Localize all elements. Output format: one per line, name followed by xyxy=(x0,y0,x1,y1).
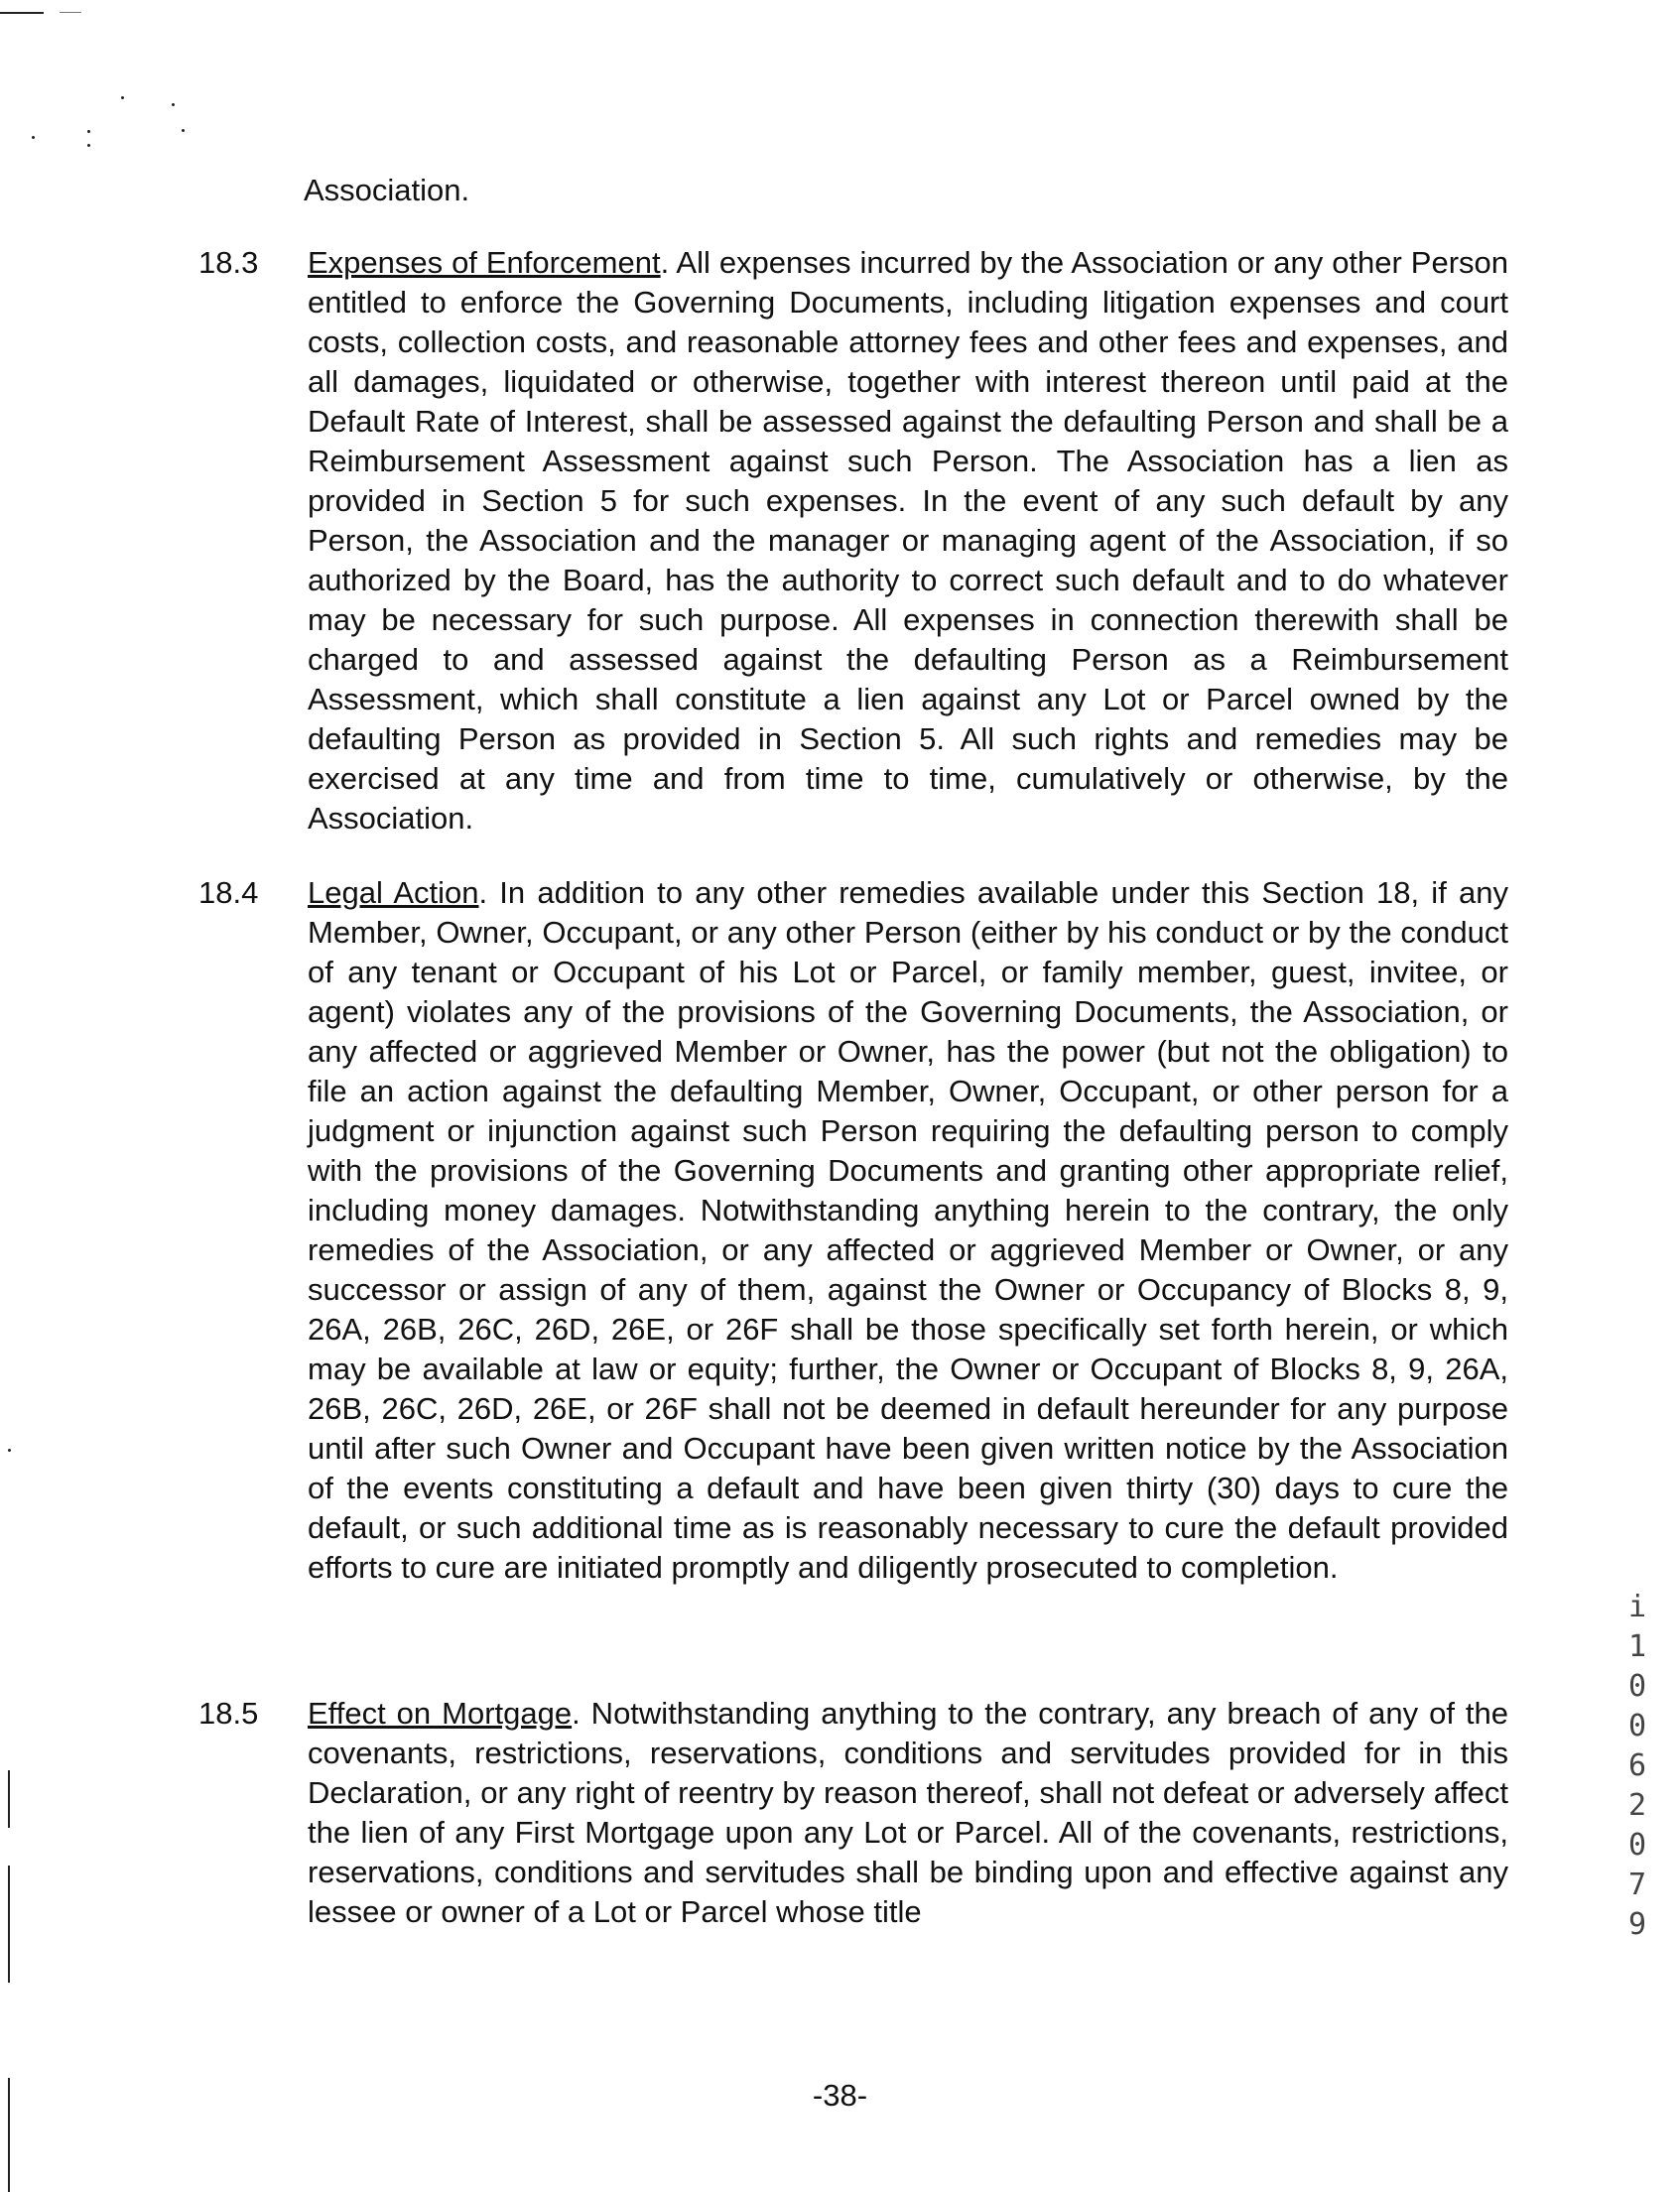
margin-stamp-bottom xyxy=(1623,1786,1651,1945)
section-18-5 xyxy=(198,1694,1508,1932)
scan-edge-line xyxy=(8,1770,10,1828)
section-body xyxy=(308,873,1508,1588)
stamp-digit: 2 xyxy=(1627,1788,1647,1823)
stamp-digit: 7 xyxy=(1627,1868,1647,1902)
section-18-3 xyxy=(198,243,1508,838)
stamp-digit: 0 xyxy=(1627,1828,1647,1863)
scan-speck xyxy=(121,96,124,99)
section-number: 18.3 xyxy=(198,245,259,280)
section-18-4 xyxy=(198,873,1508,1588)
stamp-digit: 6 xyxy=(1627,1748,1647,1783)
section-number: 18.5 xyxy=(198,1696,259,1731)
section-body xyxy=(308,1694,1508,1932)
stamp-digit: 1 xyxy=(1627,1629,1647,1664)
continuation-text: Association. xyxy=(304,173,470,207)
stamp-digit: i xyxy=(1627,1590,1647,1624)
margin-stamp-top xyxy=(1623,1588,1651,1786)
section-heading: Effect on Mortgage xyxy=(308,1696,573,1731)
scan-speck xyxy=(182,129,185,132)
section-text: . Notwithstanding anything to the contrary, any breach of any of the covenants, restrictions, reservations, conditions and servitudes provided for in this Declaration, or any right of reentry by reason thereof, shall not defeat or adversely affect the lien of any First Mortgage upon any Lot or Parcel. All of the covenants, restrictions, reservations, conditions and servitudes shall be binding upon and effective against any lessee or owner of a Lot or Parcel whose title xyxy=(308,1696,1508,1929)
scan-edge-line xyxy=(8,1866,10,1983)
scan-speck xyxy=(32,136,35,139)
stamp-digit: 0 xyxy=(1627,1669,1647,1704)
section-heading: Expenses of Enforcement xyxy=(308,245,661,280)
scan-mark xyxy=(0,12,44,14)
scan-speck xyxy=(172,103,175,106)
stamp-digit: 9 xyxy=(1627,1907,1647,1942)
section-body xyxy=(308,243,1508,838)
stamp-digit: 0 xyxy=(1627,1709,1647,1743)
scan-speck xyxy=(87,144,90,147)
scan-speck xyxy=(87,130,90,133)
page-number: -38- xyxy=(812,2078,868,2113)
section-heading: Legal Action xyxy=(308,875,479,910)
scan-speck xyxy=(8,1449,11,1452)
section-number: 18.4 xyxy=(198,875,259,910)
section-text: . In addition to any other remedies available under this Section 18, if any Member, Owner, Occupant, or any other Person (either by his conduct or by the conduct of any tenant or Occupant of his Lot or Parcel, or family member, guest, invitee, or agent) violates any of the provisions of the Governing Documents, the Association, or any affected or aggrieved Member or Owner, has the power (but not the obligation) to file an action against the defaulting Member, Owner, Occupant, or other person for a judgment or injunction against such Person requiring the defaulting person to comply with the provisions of the Governing Documents and granting other appropriate relief, including money damages. Notwithstanding anything herein to the contrary, the only remedies of the Association, or any affected or aggrieved Member or Owner, or any successor or assign of any of them, against the Owner or Occupancy of Blocks 8, 9, 26A, 26B, 26C, 26D, 26E, or 26F shall be those specifically set forth herein, or which may be available at law or equity; further, the Owner or Occupant of Blocks 8, 9, 26A, 26B, 26C, 26D, 26E, or 26F shall not be deemed in default hereunder for any purpose until after such Owner and Occupant have been given written notice by the Association of the events constituting a default and have been given thirty (30) days to cure the default, or such additional time as is reasonably necessary to cure the default provided efforts to cure are initiated promptly and diligently prosecuted to completion. xyxy=(308,875,1508,1585)
scan-mark xyxy=(60,12,81,13)
section-text: . All expenses incurred by the Association or any other Person entitled to enforce the Governing Documents, including litigation expenses and court costs, collection costs, and reasonable attorney fees and other fees and expenses, and all damages, liquidated or otherwise, together with interest thereon until paid at the Default Rate of Interest, shall be assessed against the defaulting Person and shall be a Reimbursement Assessment against such Person. The Association has a lien as provided in Section 5 for such expenses. In the event of any such default by any Person, the Association and the manager or managing agent of the Association, if so authorized by the Board, has the authority to correct such default and to do whatever may be necessary for such purpose. All expenses in connection therewith shall be charged to and assessed against the defaulting Person as a Reimbursement Assessment, which shall constitute a lien against any Lot or Parcel owned by the defaulting Person as provided in Section 5. All such rights and remedies may be exercised at any time and from time to time, cumulatively or otherwise, by the Association. xyxy=(308,245,1508,836)
